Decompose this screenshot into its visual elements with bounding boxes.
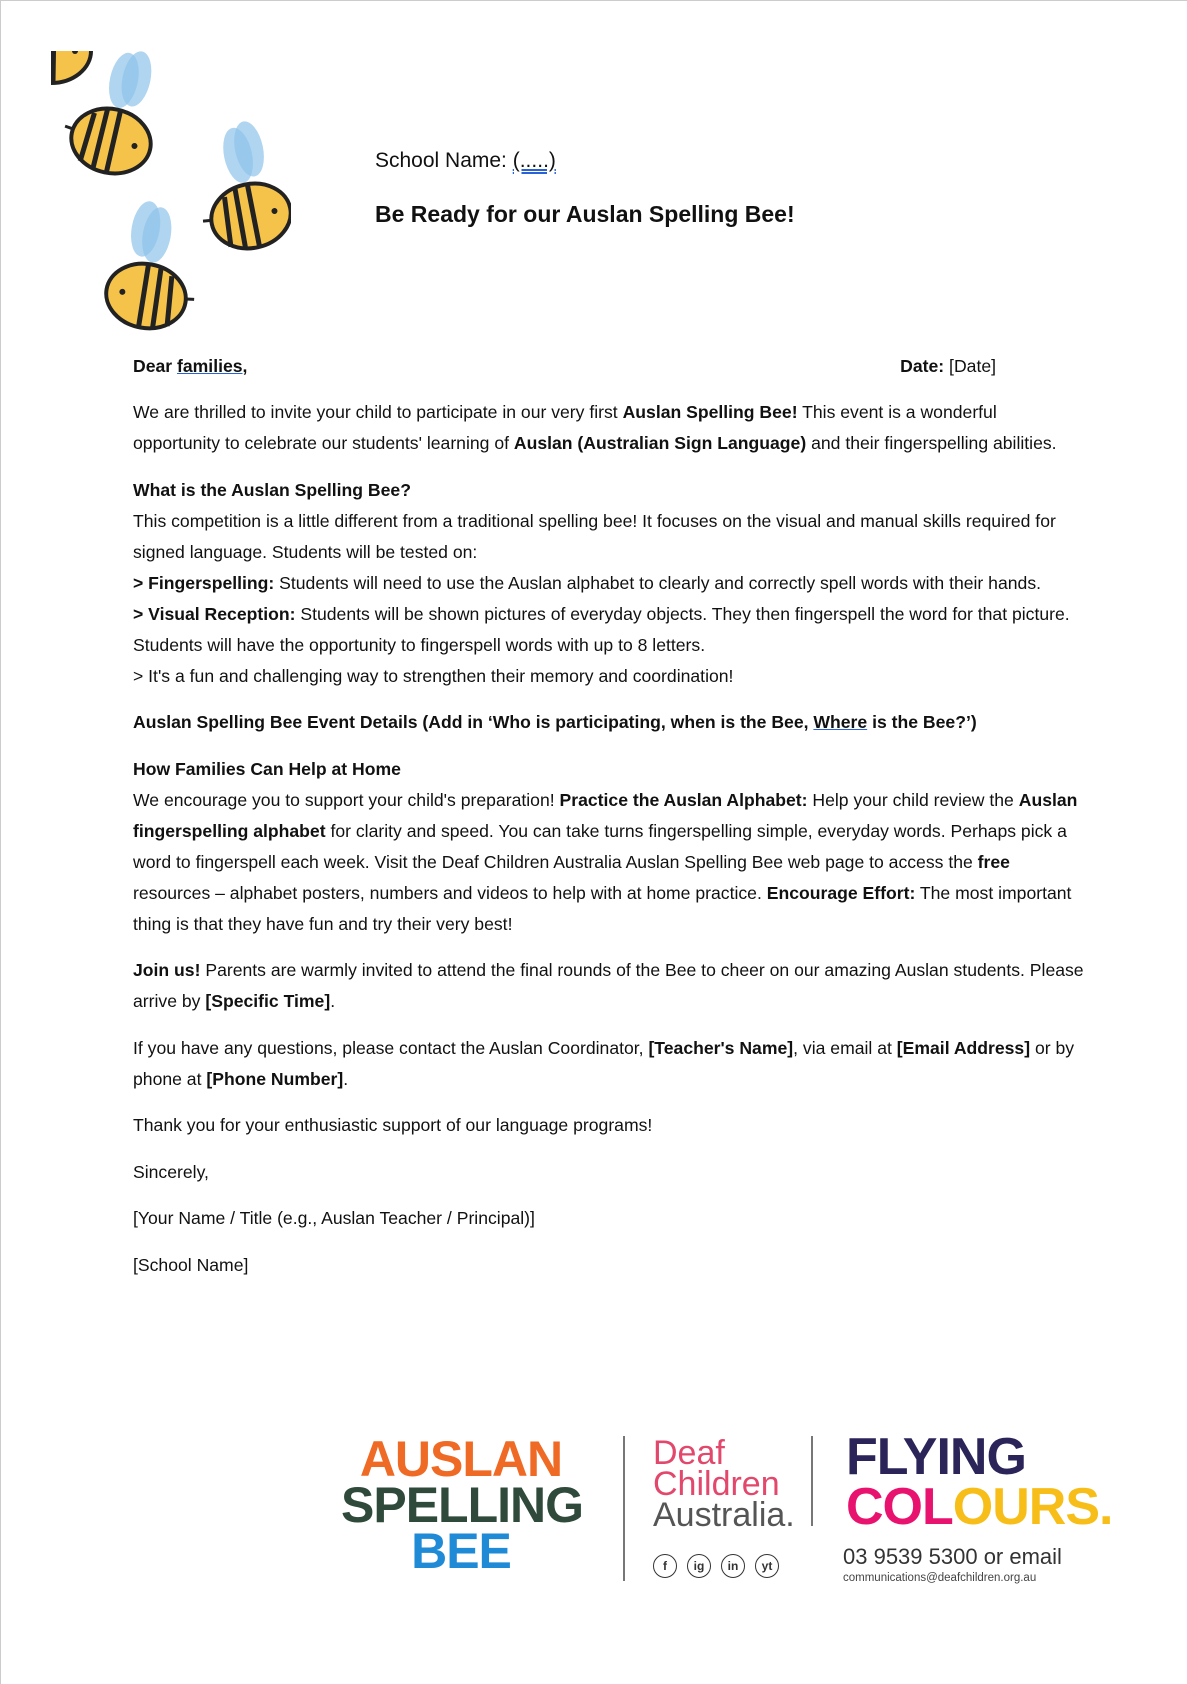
- text-segment: free: [977, 851, 1010, 872]
- dca-line-children: Children: [653, 1465, 780, 1503]
- school-name-value[interactable]: (.....): [512, 149, 556, 172]
- page-title: Be Ready for our Auslan Spelling Bee!: [375, 201, 795, 227]
- text-segment: Sincerely,: [133, 1161, 209, 1182]
- letter-body: [133, 351, 1088, 1296]
- instagram-icon[interactable]: ig: [687, 1554, 711, 1578]
- paragraph: [133, 1110, 1088, 1141]
- paragraph: [133, 397, 1088, 459]
- school-name-line: [375, 149, 556, 173]
- dca-line-australia: Australia.: [653, 1496, 795, 1534]
- bees-illustration-icon: [51, 51, 291, 341]
- text-segment: Thank you for your enthusiastic support of our language programs!: [133, 1115, 653, 1135]
- text-segment: Auslan fingerspelling alphabet: [133, 789, 1078, 841]
- fc-ours: OURS.: [952, 1478, 1113, 1536]
- text-segment: Join us!: [133, 960, 201, 980]
- footer-logos: [331, 1426, 1111, 1596]
- greeting-families: families,: [177, 356, 248, 376]
- text-segment: > It's a fun and challenging way to strengthen their memory and coordination!: [133, 665, 734, 686]
- divider: [811, 1436, 813, 1526]
- text-segment: Parents are warmly invited to attend the final rounds of the Bee to cheer on our amazing Auslan students. Please arrive by: [133, 960, 1084, 1011]
- greeting-dear: Dear: [133, 356, 178, 376]
- auslan-spelling-bee-logo: [341, 1431, 584, 1579]
- text-segment: [Your Name / Title (e.g., Auslan Teacher / Principal)]: [133, 1208, 535, 1228]
- paragraph: [133, 1203, 1088, 1234]
- text-segment: Students will need to use the Auslan alphabet to clearly and correctly spell words with their hands.: [274, 572, 1042, 593]
- text-segment: Help your child review the: [807, 789, 1019, 810]
- linkedin-icon[interactable]: in: [721, 1554, 745, 1578]
- logo-line-spelling: SPELLING: [341, 1477, 584, 1533]
- text-segment: Encourage Effort:: [766, 882, 916, 903]
- text-segment: Auslan Spelling Bee Event Details (Add in ‘Who is participating, when is the Bee,: [133, 712, 814, 732]
- text-segment: or by phone at: [133, 1037, 1075, 1089]
- divider: [623, 1436, 625, 1581]
- text-segment: This event is a wonderful opportunity to celebrate our students' learning of: [133, 402, 997, 453]
- paragraph: [133, 754, 1088, 940]
- dca-line-deaf: Deaf: [653, 1434, 725, 1472]
- paragraph: [133, 707, 1088, 738]
- text-segment: , via email at: [793, 1037, 897, 1058]
- deaf-children-australia-logo: [653, 1434, 795, 1534]
- social-icons: [653, 1554, 779, 1578]
- text-segment: We encourage you to support your child's preparation!: [133, 789, 560, 810]
- text-segment: is the Bee?’): [867, 712, 977, 732]
- date-value: [Date]: [944, 356, 996, 376]
- logo-line-auslan: AUSLAN: [359, 1431, 563, 1487]
- paragraphs: [133, 397, 1088, 1281]
- date-field: [900, 351, 996, 382]
- text-segment: We are thrilled to invite your child to participate in our very first: [133, 402, 623, 422]
- text-segment: How Families Can Help at Home: [133, 758, 401, 779]
- text-segment: [School Name]: [133, 1254, 249, 1275]
- text-segment: Auslan (Australian Sign Language): [513, 433, 807, 453]
- text-segment: > Visual Reception:: [133, 603, 296, 624]
- text-segment: .: [343, 1068, 349, 1089]
- paragraph: [133, 475, 1088, 692]
- text-segment: [Specific Time]: [205, 991, 331, 1011]
- greeting-row: [133, 351, 1088, 382]
- date-label: Date:: [900, 356, 945, 376]
- facebook-icon[interactable]: f: [653, 1554, 677, 1578]
- text-segment: for clarity and speed. You can take turns fingerspelling simple, everyday words. Perhaps pick a word to fingerspell each week. Visit the Deaf Children Australia Auslan Spelling Bee web page to access the: [133, 820, 1067, 872]
- text-segment: Practice the Auslan Alphabet:: [559, 789, 808, 810]
- youtube-icon[interactable]: yt: [755, 1554, 779, 1578]
- text-segment: .: [330, 991, 336, 1011]
- paragraph: [133, 1033, 1088, 1095]
- text-segment: Auslan Spelling Bee!: [622, 402, 798, 422]
- fc-col: COL: [846, 1478, 953, 1536]
- text-segment: What is the Auslan Spelling Bee?: [133, 479, 411, 500]
- paragraph: [133, 1250, 1088, 1281]
- text-segment: and their fingerspelling abilities.: [806, 433, 1057, 453]
- text-segment: resources – alphabet posters, numbers and videos to help with at home practice.: [133, 882, 767, 903]
- text-segment: Students will be shown pictures of everyday objects. They then fingerspell the word for that picture. Students will have the opportunity to fingerspell words with up to 8 letters.: [133, 603, 1070, 655]
- text-segment: Where: [813, 712, 868, 732]
- text-segment: The most important thing is that they have fun and try their very best!: [133, 882, 1072, 934]
- flying-colours-logo: [846, 1428, 1113, 1536]
- text-segment: This competition is a little different from a traditional spelling bee! It focuses on the visual and manual skills required for signed language. Students will be tested on:: [133, 510, 1056, 562]
- text-segment: If you have any questions, please contact the Auslan Coordinator,: [133, 1037, 649, 1058]
- school-name-label: School Name:: [375, 149, 513, 172]
- contact-phone: 03 9539 5300 or email: [843, 1544, 1062, 1569]
- text-segment: > Fingerspelling:: [133, 572, 275, 593]
- logo-line-bee: BEE: [411, 1523, 511, 1579]
- fc-line-flying: FLYING: [846, 1428, 1026, 1486]
- text-segment: [Teacher's Name]: [648, 1037, 794, 1058]
- contact-email[interactable]: communications@deafchildren.org.au: [843, 1572, 1037, 1584]
- text-segment: [Phone Number]: [206, 1068, 344, 1089]
- paragraph: [133, 955, 1088, 1017]
- text-segment: [Email Address]: [896, 1037, 1031, 1058]
- greeting: [133, 351, 247, 382]
- paragraph: [133, 1157, 1088, 1188]
